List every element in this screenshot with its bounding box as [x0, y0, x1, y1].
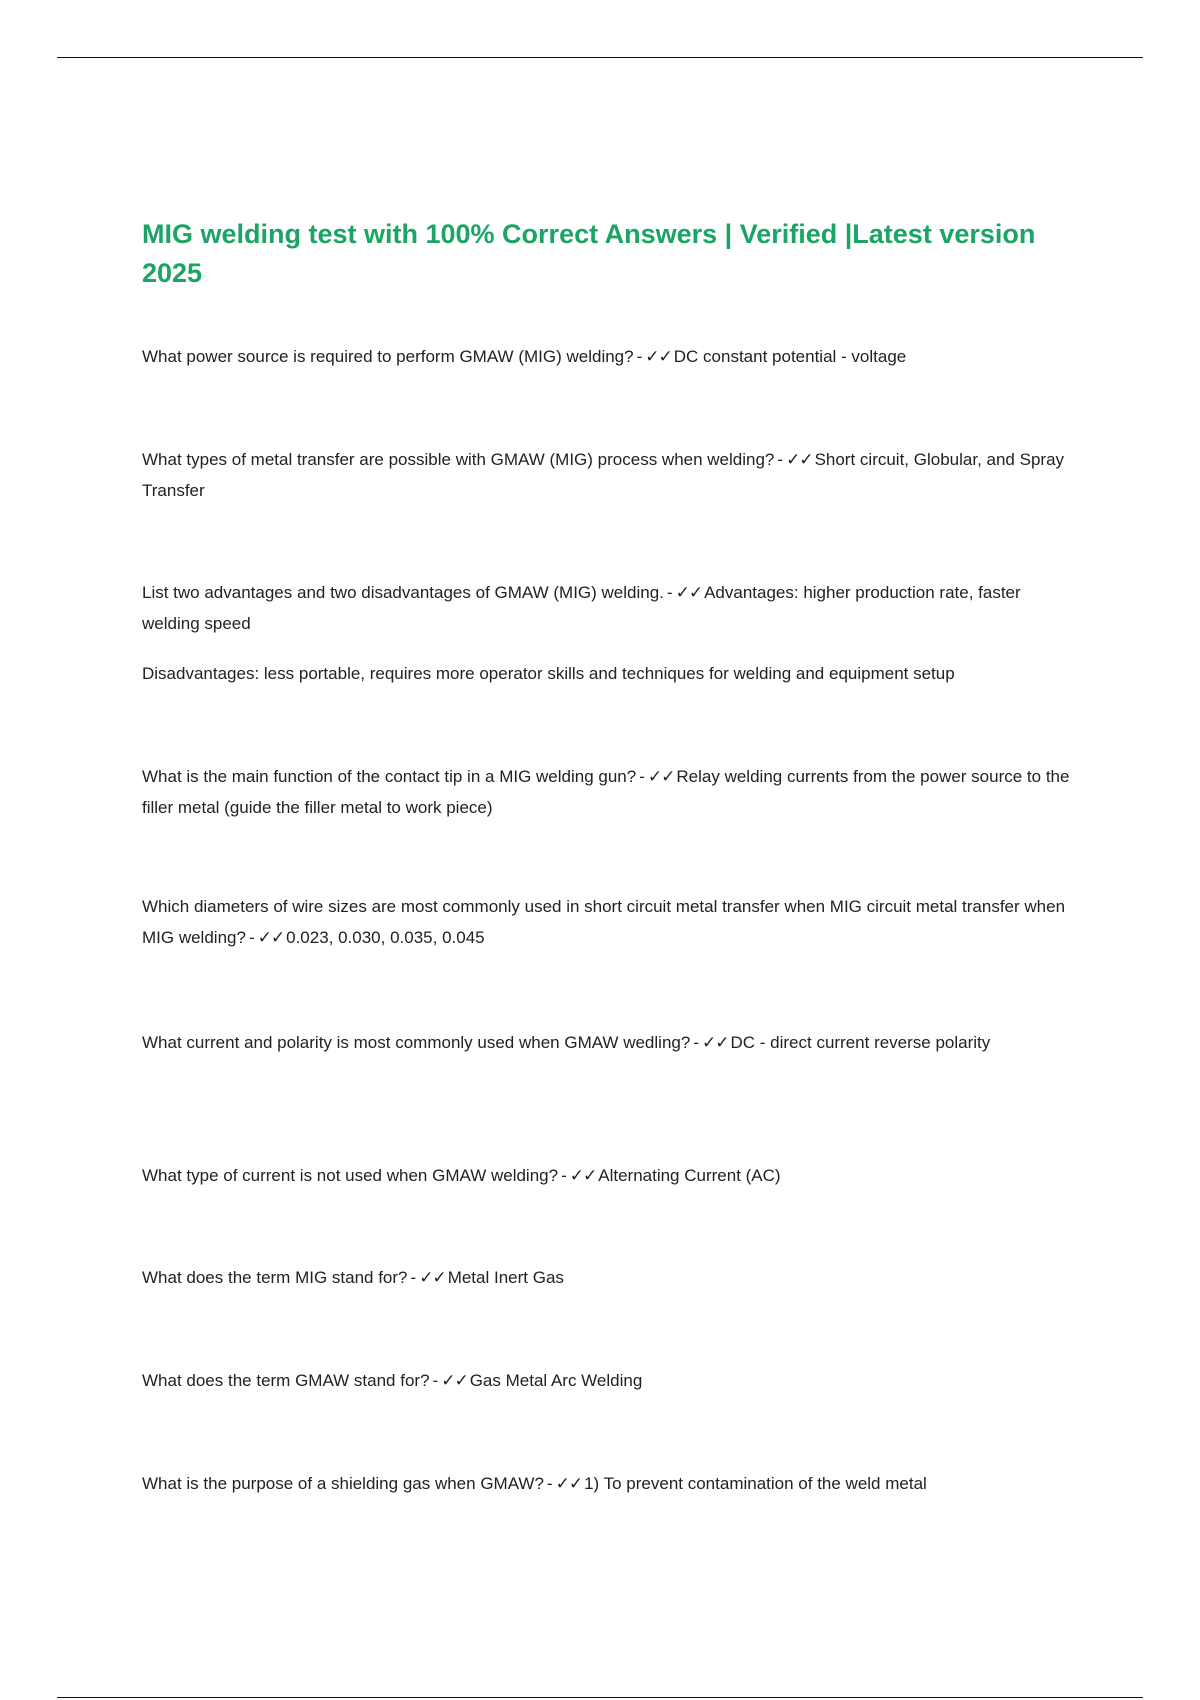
answer-text: Alternating Current (AC)	[598, 1166, 781, 1185]
qa-item-4	[142, 761, 1082, 823]
qa-item-2	[142, 444, 1082, 506]
double-check-icon: ✓✓	[257, 928, 285, 947]
double-check-icon: ✓✓	[786, 450, 813, 469]
separator: -	[693, 1033, 699, 1052]
double-check-icon: ✓✓	[419, 1268, 446, 1287]
separator: -	[248, 928, 255, 947]
qa-item-7	[142, 1160, 1082, 1191]
question-text: What does the term MIG stand for?	[142, 1268, 408, 1287]
qa-item-10	[142, 1468, 1082, 1499]
double-check-icon: ✓✓	[555, 1474, 583, 1493]
question-text: What type of current is not used when GMAW welding?	[142, 1166, 559, 1185]
answer-text: DC constant potential - voltage	[673, 347, 907, 366]
answer-text: 0.023, 0.030, 0.035, 0.045	[286, 928, 485, 947]
question-text: What does the term GMAW stand for?	[142, 1371, 430, 1390]
answer-text: 1) To prevent contamination of the weld metal	[584, 1474, 927, 1493]
question-text: List two advantages and two disadvantages of GMAW (MIG) welding.	[142, 583, 664, 602]
separator: -	[546, 1474, 553, 1493]
document-title: MIG welding test with 100% Correct Answers | Verified |Latest version 2025	[142, 219, 1036, 288]
answer-text: Relay welding currents from the power source to the filler metal (guide the filler metal to work piece)	[142, 767, 1070, 817]
separator: -	[561, 1166, 567, 1185]
question-text: What is the main function of the contact tip in a MIG welding gun?	[142, 767, 637, 786]
qa-item-5	[142, 891, 1082, 953]
separator: -	[432, 1371, 439, 1390]
separator: -	[410, 1268, 417, 1287]
answer-text: DC - direct current reverse polarity	[730, 1033, 991, 1052]
bottom-rule	[57, 1697, 1143, 1698]
answer-text: Gas Metal Arc Welding	[469, 1371, 643, 1390]
question-text: What power source is required to perform GMAW (MIG) welding?	[142, 347, 634, 366]
answer-text: Advantages: higher production rate, faster welding speed	[142, 583, 1021, 633]
double-check-icon: ✓✓	[675, 583, 703, 602]
separator: -	[636, 347, 643, 366]
separator: -	[666, 583, 673, 602]
qa-item-6	[142, 1027, 1082, 1058]
qa-item-3	[142, 577, 1082, 639]
qa-item-9	[142, 1365, 1082, 1396]
top-rule	[57, 57, 1143, 58]
question-text: Which diameters of wire sizes are most commonly used in short circuit metal transfer when MIG circuit metal transfer when MIG welding?	[142, 897, 1066, 947]
double-check-icon: ✓✓	[701, 1033, 729, 1052]
qa-item-8	[142, 1262, 1082, 1293]
answer-text: Short circuit, Globular, and Spray Transfer	[142, 450, 1065, 500]
double-check-icon: ✓✓	[441, 1371, 468, 1390]
double-check-icon: ✓✓	[647, 767, 675, 786]
double-check-icon: ✓✓	[569, 1166, 597, 1185]
qa-item-3-continued: Disadvantages: less portable, requires more operator skills and techniques for welding and equipment setup	[142, 664, 955, 683]
answer-text: Metal Inert Gas	[447, 1268, 564, 1287]
separator: -	[639, 767, 645, 786]
question-text: What is the purpose of a shielding gas when GMAW?	[142, 1474, 544, 1493]
question-text: What types of metal transfer are possible with GMAW (MIG) process when welding?	[142, 450, 775, 469]
qa-item-1	[142, 341, 1082, 372]
separator: -	[777, 450, 784, 469]
double-check-icon: ✓✓	[645, 347, 672, 366]
question-text: What current and polarity is most commonly used when GMAW wedling?	[142, 1033, 691, 1052]
